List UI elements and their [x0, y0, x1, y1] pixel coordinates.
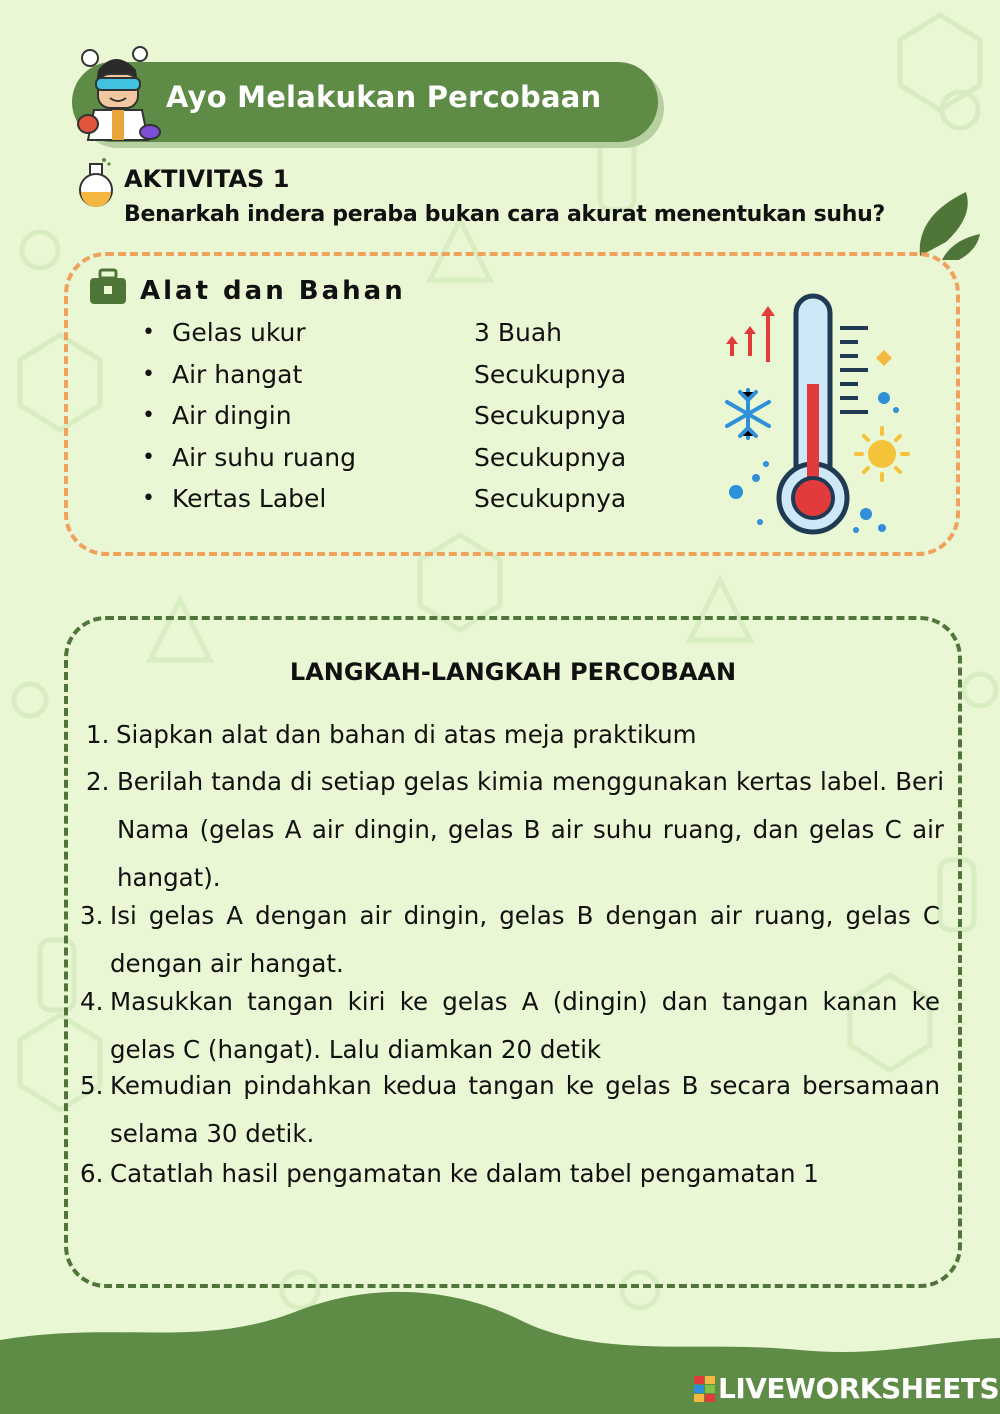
list-item [80, 1062, 940, 1158]
material-quantity: Secukupnya [474, 484, 627, 514]
bullet: • [142, 320, 155, 346]
step-text: Isi gelas A dengan air dingin, gelas B dengan air ruang, gelas C dengan air hangat. [110, 901, 940, 978]
step-text: Berilah tanda di setiap gelas kimia menggunakan kertas label. Beri Nama (gelas A air dingin, gelas B air suhu ruang, dan gelas C air hangat). [117, 767, 944, 892]
activity-label: AKTIVITAS 1 [124, 165, 290, 193]
material-quantity: Secukupnya [474, 359, 627, 389]
step-number: 3. [80, 901, 104, 930]
list-item [80, 978, 940, 1074]
list-item [142, 478, 682, 520]
thermometer-icon [716, 292, 916, 542]
activity-question: Benarkah indera peraba bukan cara akurat menentukan suhu? [124, 202, 885, 227]
bullet: • [142, 403, 155, 429]
material-quantity: Secukupnya [474, 401, 627, 431]
step-number: 5. [80, 1071, 104, 1100]
material-quantity: 3 Buah [474, 318, 563, 348]
material-name: Kertas Label [172, 484, 327, 514]
material-name: Gelas ukur [172, 318, 306, 348]
toolbox-icon [88, 268, 128, 306]
material-name: Air dingin [172, 401, 292, 431]
bullet: • [142, 361, 155, 387]
material-name: Air suhu ruang [172, 442, 356, 472]
steps-heading: LANGKAH-LANGKAH PERCOBAAN [289, 658, 737, 686]
brand-name: LIVEWORKSHEETS [718, 1372, 1000, 1405]
step-number: 2. [86, 767, 110, 796]
list-item [80, 1150, 940, 1198]
materials-list [142, 312, 682, 520]
step-number: 4. [80, 987, 104, 1016]
material-name: Air hangat [172, 359, 303, 389]
liveworksheets-logo-icon [694, 1376, 716, 1402]
page-title: Ayo Melakukan Percobaan [166, 80, 602, 114]
list-item [142, 437, 682, 479]
brand-logo [694, 1372, 999, 1405]
step-text: Masukkan tangan kiri ke gelas A (dingin) dan tangan kanan ke gelas C (hangat). Lalu diamkan 20 detik [110, 987, 940, 1064]
step-text: Catatlah hasil pengamatan ke dalam tabel pengamatan 1 [110, 1159, 819, 1188]
list-item [86, 718, 942, 752]
bullet: • [142, 444, 155, 470]
step-text: Kemudian pindahkan kedua tangan ke gelas B secara bersamaan selama 30 detik. [110, 1071, 940, 1148]
materials-heading: Alat dan Bahan [140, 276, 406, 306]
flask-icon [76, 156, 116, 208]
list-item [80, 892, 940, 988]
list-item [142, 312, 682, 354]
list-item [142, 354, 682, 396]
step-number: 1. [86, 720, 110, 749]
list-item [86, 758, 944, 902]
leaf-decoration-icon [912, 190, 982, 260]
scientist-mascot-icon [68, 40, 164, 144]
bullet: • [142, 486, 155, 512]
list-item [142, 395, 682, 437]
step-text: Siapkan alat dan bahan di atas meja praktikum [116, 720, 697, 749]
step-number: 6. [80, 1159, 104, 1188]
material-quantity: Secukupnya [474, 442, 627, 472]
